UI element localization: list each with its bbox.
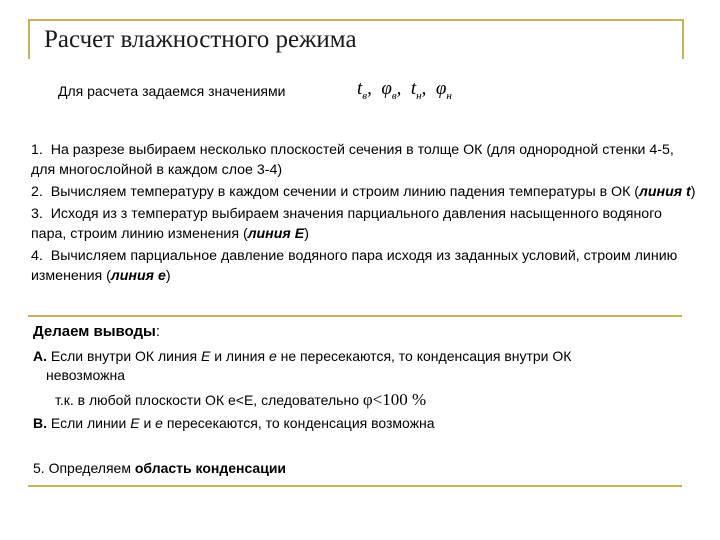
frame-right-line — [682, 19, 684, 59]
divider-top — [28, 315, 682, 317]
conclusion-a: А. Если внутри ОК линия E и линия e не пересекаются, то конденсация внутри ОК невозможна — [33, 348, 572, 383]
page-title: Расчет влажностного режима — [44, 26, 357, 53]
var-phi-outer: $\varphi_н$ — [435, 78, 452, 102]
divider-bottom — [28, 485, 682, 487]
step-5: 5. Определяем область конденсации — [33, 460, 287, 476]
frame-left-line — [28, 19, 30, 59]
step-1: 1. На разрезе выбираем несколько плоскостей сечения в толще ОК (для однородной стенки 4-5, для многослойной в каждом слое 3-4) — [31, 142, 674, 178]
conclusion-a-reason: т.к. в любой плоскости ОК e<E, следовательно φ<100 % — [55, 390, 427, 409]
given-variables: $t_в$, $\varphi_в$, $t_н$, $\varphi_н$ — [357, 78, 452, 102]
step-4: 4. Вычисляем парциальное давление водяного пара исходя из заданных условий, строим линию изменения (линия e) — [31, 248, 678, 284]
intro-text: Для расчета задаемся значениями — [58, 83, 286, 99]
step-2: 2. Вычисляем температуру в каждом сечении и строим линию падения температуры в ОК (линия t) — [31, 184, 696, 200]
step-3: 3. Исходя из з температур выбираем значения парциального давления насыщенного водяного пара, строим линию изменения (линия E) — [31, 206, 662, 242]
var-phi-inner: $\varphi_в$ — [381, 78, 397, 102]
var-t-inner: $t_в$ — [357, 78, 368, 102]
var-t-outer: $t_н$ — [410, 78, 422, 102]
frame-top-line — [28, 19, 682, 21]
conclusions-heading: Делаем выводы: — [33, 323, 161, 340]
steps-list — [31, 140, 701, 288]
conclusion-b: В. Если линии E и e пересекаются, то конденсация возможна — [33, 415, 435, 431]
